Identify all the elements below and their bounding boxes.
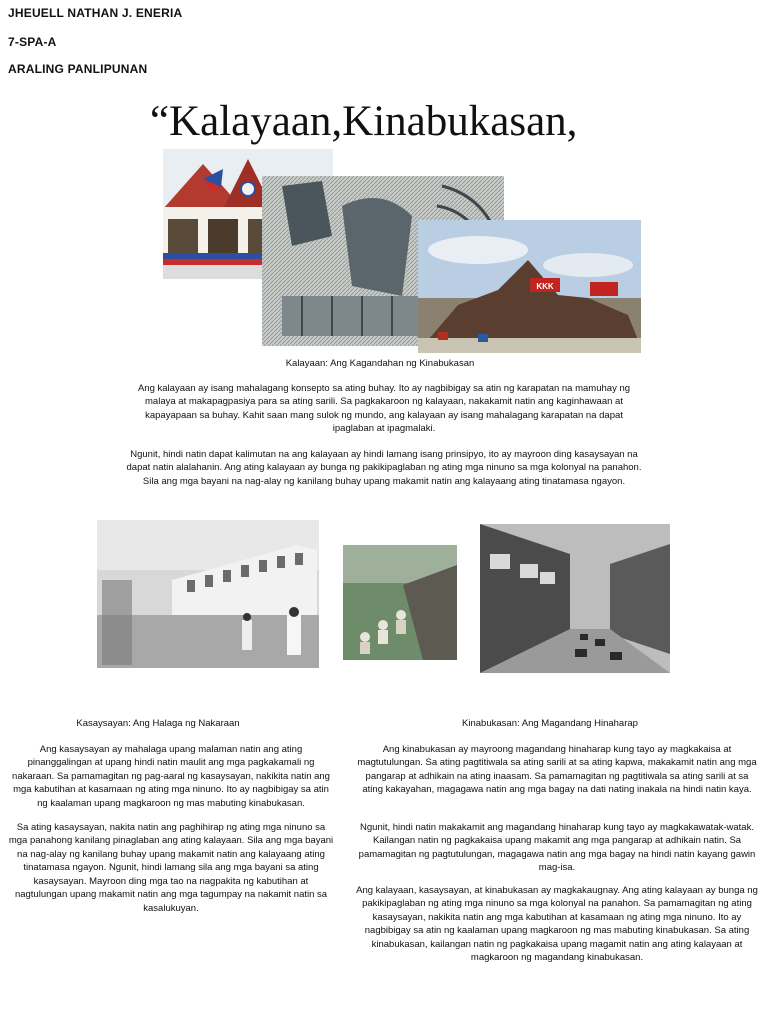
kasaysayan-paragraph-2: Sa ating kasaysayan, nakita natin ang paghihirap ng ating mga ninuno sa mga panahong kanilang pinaglaban ang ating kalayaan. Sila ang mga bayani na nag-alay ng kanilang buhay upang makamit natin ang kalayaang ating tinatamasa ngayon. Ngunit, hindi lamang sila ang mga bayani sa ating kasaysayan. Mayroon ding mga tao na nagpakita ng kabutihan at nagtulungan upang makamit natin ang mga tagumpay na nakamit natin sa kasalukuyan. (8, 822, 334, 914)
old-manila-building-photo (97, 520, 319, 668)
page-title: “Kalayaan,Kinabukasan, (150, 98, 578, 145)
kalayaan-paragraph-2: Ngunit, hindi natin dapat kalimutan na ang kalayaan ay hindi lamang isang prinsipyo, ito ay mayroon ding kasaysayan na dapat natin alalahanin. Ang ating kalayaan ay bunga ng pakikipaglaban ng ating mga ninuno sa mga kolonyal na panahon. Sila ang mga bayani na nag-alay ng kanilang buhay upang makamit natin ang kalayaang ating tinatamasa ngayon. (126, 449, 642, 487)
kkk-banner-text: KKK (536, 282, 554, 291)
old-street-carriages-photo (480, 524, 670, 673)
kasaysayan-heading: Kasaysayan: Ang Halaga ng Nakaraan (76, 718, 240, 729)
subject-label: ARALING PANLIPUNAN (8, 62, 148, 76)
riverside-people-photo (343, 545, 457, 660)
kkk-monument-photo (418, 220, 641, 353)
kasaysayan-paragraph-1: Ang kasaysayan ay mahalaga upang malaman natin ang ating pinanggalingan at upang hindi natin maulit ang mga pagkakamali ng nakaraan. Sa pamamagitan ng pag-aaral ng kasaysayan, nakikita natin ang mga kabutihan at kasamaan ng ating mga ninuno. Ito ay nagbibigay sa atin ng kaalaman upang magkaroon ng mas mabuting kinabukasan. (12, 744, 330, 809)
kalayaan-paragraph-1: Ang kalayaan ay isang mahalagang konsepto sa ating buhay. Ito ay nagbibigay sa atin ng karapatan na mamuhay ng malaya at makapagpasiya para sa ating sarili. Sa pagkakaroon ng kalayaan, nakakamit natin ang kaginhawaan at kapayapaan sa buhay. Kahit saan mang sulok ng mundo, ang kalayaan ay isang mahalagang karapatan na dapat ipaglaban at ipagmalaki. (137, 383, 631, 435)
kinabukasan-paragraph-2: Ngunit, hindi natin makakamit ang magandang hinaharap kung tayo ay magkakawatak-watak. Kailangan natin ng pagkakaisa upang makamit ang mga pangarap at adhikain natin. Sa pamamagitan ng pagtutulungan, magagawa natin ang mga bagay na hindi natin kayang gawin mag-isa. (358, 822, 756, 874)
class-section: 7-SPA-A (8, 35, 57, 49)
author-name: JHEUELL NATHAN J. ENERIA (8, 6, 183, 20)
kinabukasan-heading: Kinabukasan: Ang Magandang Hinaharap (462, 718, 638, 729)
kalayaan-heading: Kalayaan: Ang Kagandahan ng Kinabukasan (285, 358, 475, 369)
kinabukasan-paragraph-3: Ang kalayaan, kasaysayan, at kinabukasan ay magkakaugnay. Ang ating kalayaan ay bunga ng pakikipaglaban ng ating mga ninuno sa mga kolonyal na panahon. Sa pamamagitan ng ating kasaysayan, nakikita natin ang mga kabutihan at kasamaan ng ating mga ninuno. Ito ay nagbibigay sa atin ng kaalaman upang magkaroon ng mas mabuting kinabukasan. Sa ating kinabukasan, kailangan natin ng pagkakaisa upang magamit natin ang ating kalayaan at magkaroon ng magandang kinabukasan. (356, 885, 758, 964)
kinabukasan-paragraph-1: Ang kinabukasan ay mayroong magandang hinaharap kung tayo ay magkakaisa at magtutulungan. Sa ating pagtitiwala sa ating sarili at sa ating kapwa, makakamit natin ang mga pangarap at adhikain na ating inaasam. Sa pamamagitan ng pagtitiwala sa ating sarili at sa ating kakayahan, magagawa natin ang mga bagay na dati nating inakala na hindi natin kaya. (357, 744, 757, 796)
